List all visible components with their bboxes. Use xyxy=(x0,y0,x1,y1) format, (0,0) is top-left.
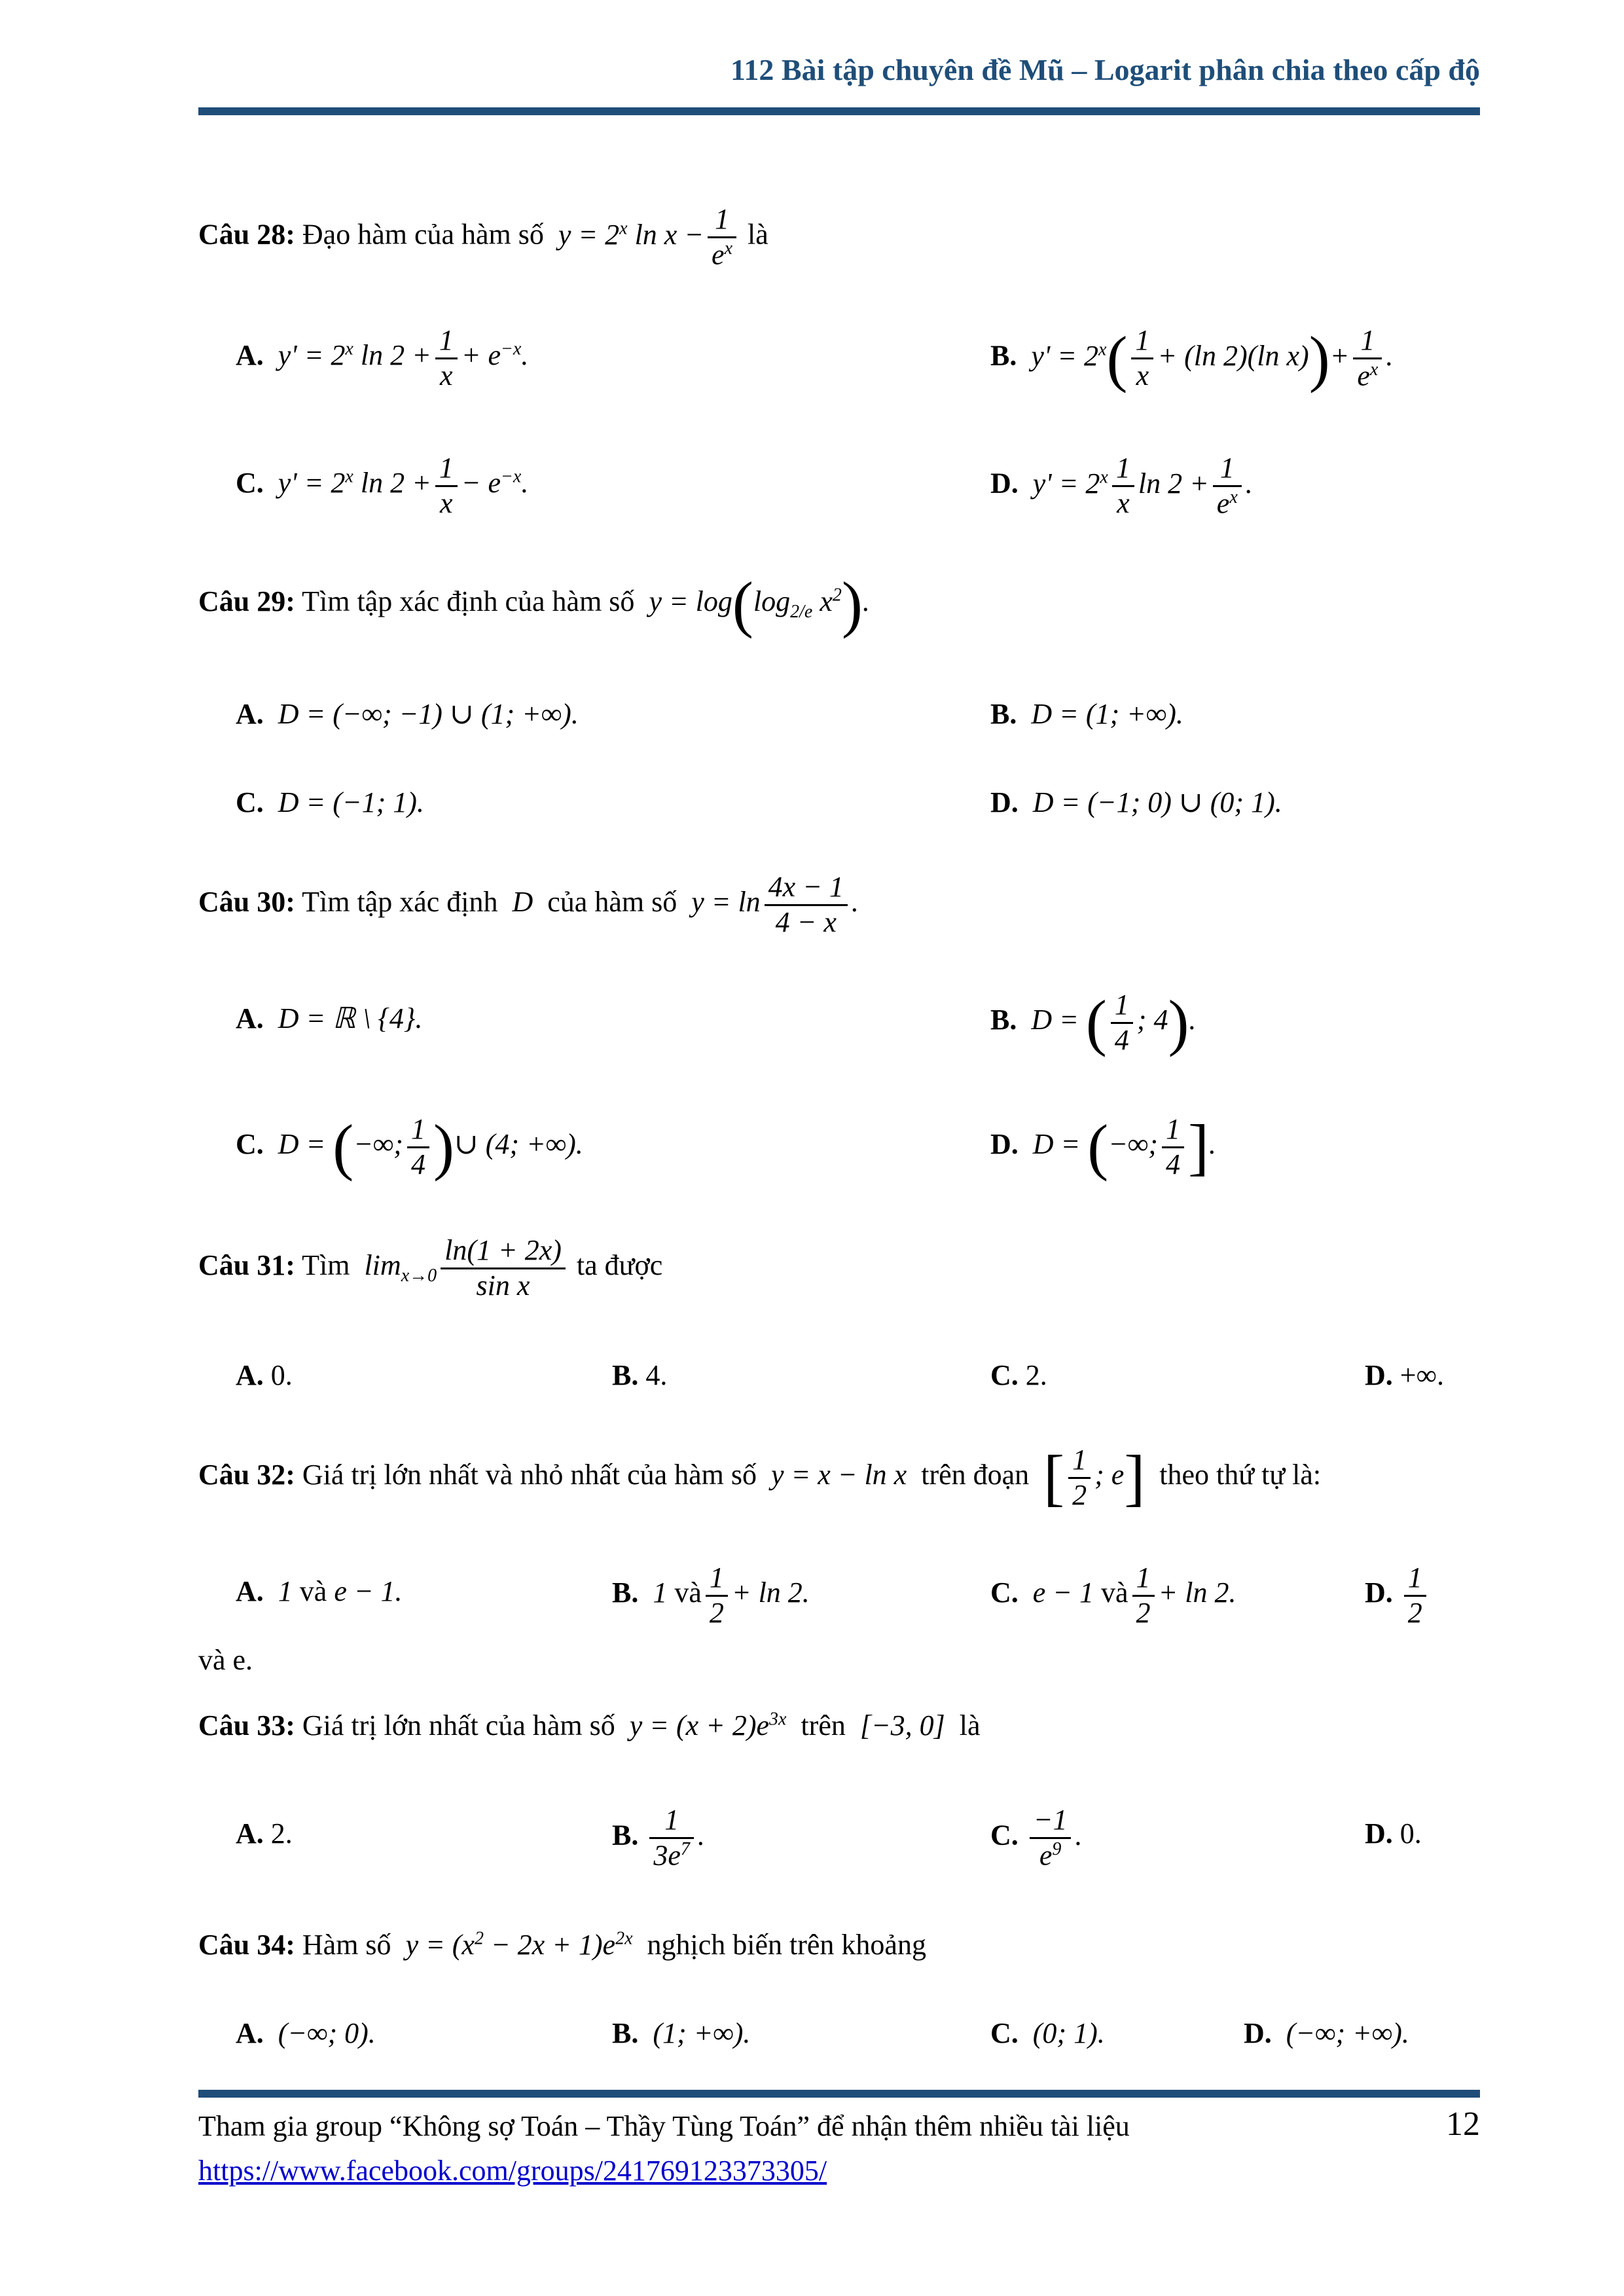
question-28 xyxy=(198,203,768,272)
option-b[interactable]: B. $\frac{1}{3e^7}$ . xyxy=(612,1804,705,1872)
option-b[interactable]: B. D = (1; +∞). xyxy=(990,698,1183,730)
question-tail: nghịch biến trên khoảng xyxy=(647,1929,926,1961)
option-a[interactable]: A. 1 và e − 1. xyxy=(236,1575,403,1607)
option-label: C. xyxy=(990,1819,1019,1851)
option-label: B. xyxy=(990,1004,1017,1036)
option-label: D. xyxy=(990,786,1019,818)
option-a[interactable]: A. (−∞; 0). xyxy=(236,2017,376,2049)
question-label: Câu 33: xyxy=(198,1709,295,1741)
option-d[interactable]: D. D = (−∞; $\frac{1}{4}$ ]. xyxy=(990,1112,1216,1182)
header-rule xyxy=(198,107,1480,115)
formula: y = ln $\frac{4x - 1}{4 - x}$ . xyxy=(684,871,859,938)
question-label: Câu 34: xyxy=(198,1929,295,1961)
option-d[interactable]: D. (−∞; +∞). xyxy=(1244,2017,1409,2049)
question-text-2: trên đoạn xyxy=(921,1459,1030,1491)
option-label: A. xyxy=(236,1359,264,1391)
option-label: A. xyxy=(236,2017,264,2049)
option-label: D. xyxy=(990,467,1019,500)
option-label: C. xyxy=(990,1359,1019,1391)
option-label: C. xyxy=(236,467,264,500)
option-c[interactable]: C. e − 1 và $\frac{1}{2}$ + ln 2. xyxy=(990,1561,1236,1629)
question-text: Giá trị lớn nhất của hàm số xyxy=(302,1709,615,1741)
formula: $\lim_{x\to 0}$ $\frac{\ln(1 + 2x)}{\text{sin x}}$ xyxy=(357,1249,569,1281)
footer-text: Tham gia group “Không sợ Toán – Thầy Tùng Toán” để nhận thêm nhiều tài liệu xyxy=(198,2110,1130,2142)
question-text: Hàm số xyxy=(302,1929,391,1961)
option-c[interactable] xyxy=(990,1358,1047,1392)
option-d[interactable] xyxy=(1365,1358,1444,1392)
option-label: A. xyxy=(236,1002,264,1034)
option-c[interactable]: C. D = (−∞; $\frac{1}{4}$ )∪ (4; +∞). xyxy=(236,1112,583,1182)
option-c[interactable]: C. (0; 1). xyxy=(990,2017,1105,2049)
option-label: D. xyxy=(1365,1817,1393,1850)
option-value: 2. xyxy=(1025,1359,1047,1391)
option-c[interactable]: C. D = (−1; 1). xyxy=(236,786,424,818)
option-value: 2. xyxy=(270,1817,293,1850)
question-text-2: trên xyxy=(801,1709,846,1741)
option-label: B. xyxy=(612,2017,639,2049)
page-number: 12 xyxy=(1446,2105,1480,2143)
option-label: D. xyxy=(990,1128,1019,1161)
option-d[interactable]: D. $\frac{1}{2}$ xyxy=(1365,1561,1430,1630)
question-tail: là xyxy=(959,1709,981,1741)
question-30: Câu 30: Tìm tập xác định D của hàm số y = ln $\frac{4x - 1}{4 - x}$ . xyxy=(198,871,859,938)
page-header-title: 112 Bài tập chuyên đề Mũ – Logarit phân chia theo cấp độ xyxy=(730,53,1480,86)
question-text: Giá trị lớn nhất và nhỏ nhất của hàm số xyxy=(302,1459,757,1491)
option-label: C. xyxy=(236,786,264,818)
question-tail: theo thứ tự là: xyxy=(1159,1459,1322,1491)
option-d[interactable]: D. D = (−1; 0) ∪ (0; 1). xyxy=(990,786,1282,818)
option-b[interactable] xyxy=(612,1358,667,1392)
option-label: B. xyxy=(990,698,1017,730)
option-value: 4. xyxy=(645,1359,668,1391)
option-c[interactable]: C. $\frac{-1}{e^9}$ . xyxy=(990,1804,1083,1872)
option-label: D. xyxy=(1365,1359,1393,1391)
option-a[interactable] xyxy=(236,1817,293,1850)
question-29 xyxy=(198,569,870,639)
option-a[interactable]: A. D = (−∞; −1) ∪ (1; +∞). xyxy=(236,698,579,730)
question-tail: ta được xyxy=(576,1249,663,1282)
option-d[interactable]: D. $y' = 2^x$ $\frac{1}{x}$ ln 2 + $\frac{1}{e^x}$ . xyxy=(990,452,1253,520)
interval: [ $\frac{1}{2}$ ; e] xyxy=(1043,1442,1146,1513)
option-value: +∞. xyxy=(1399,1359,1444,1391)
question-text: Tìm xyxy=(302,1249,350,1282)
option-b[interactable]: B. D = ( $\frac{1}{4}$ ; 4). xyxy=(990,987,1197,1058)
question-32: Câu 32: Giá trị lớn nhất và nhỏ nhất của hàm số y = x − ln x trên đoạn [ $\frac{1}{2}$ ; e] theo thứ tự là: xyxy=(198,1442,1322,1513)
option-label: A. xyxy=(236,1817,264,1850)
question-text: Đạo hàm của hàm số xyxy=(302,218,544,251)
option-b[interactable]: B. $y' = 2^x$( $\frac{1}{x}$ + (ln 2)(ln x))+ $\frac{1}{e^x}$ . xyxy=(990,323,1394,393)
option-label: D. xyxy=(1244,2017,1272,2049)
formula: $y = \log(\log_{2/e}$ $x^2$). xyxy=(641,569,870,639)
question-label: Câu 30: xyxy=(198,886,295,919)
option-a[interactable]: A. D = ℝ \ {4}. xyxy=(236,1002,423,1034)
question-31 xyxy=(198,1234,662,1302)
question-label: Câu 32: xyxy=(198,1459,295,1491)
option-value: 0. xyxy=(270,1359,293,1391)
option-label: A. xyxy=(236,1575,264,1607)
option-b[interactable]: B. (1; +∞). xyxy=(612,2017,751,2049)
formula: $y = (x + 2)e^{3x}$ xyxy=(622,1709,787,1741)
option-c[interactable]: C. $y' = 2^x$ ln 2 + $\frac{1}{x}$ − $e^{-x}$. xyxy=(236,452,529,519)
option-d[interactable] xyxy=(1365,1817,1422,1850)
option-label: B. xyxy=(990,339,1017,372)
question-label: Câu 28: xyxy=(198,218,295,251)
option-label: C. xyxy=(990,1576,1019,1609)
option-a[interactable] xyxy=(236,1358,293,1392)
question-tail: là xyxy=(748,218,768,251)
footer-link[interactable]: https://www.facebook.com/groups/241769123373305/ xyxy=(198,2155,827,2187)
option-label: A. xyxy=(236,698,264,730)
option-value: 0. xyxy=(1399,1817,1422,1850)
option-label: C. xyxy=(236,1128,264,1161)
question-text-2: của hàm số xyxy=(547,886,677,919)
option-label: D. xyxy=(1365,1576,1393,1609)
formula: $y = (x^2 - 2x + 1)e^{2x}$ xyxy=(398,1928,633,1961)
question-33: Câu 33: Giá trị lớn nhất của hàm số $y = (x + 2)e^{3x}$ trên [−3, 0] là xyxy=(198,1709,981,1741)
footer-rule xyxy=(198,2090,1480,2098)
question-label: Câu 31: xyxy=(198,1249,295,1282)
question-text: Tìm tập xác định của hàm số xyxy=(302,585,635,618)
option-label: B. xyxy=(612,1819,639,1851)
question-text: Tìm tập xác định xyxy=(302,886,498,919)
option-label: C. xyxy=(990,2017,1019,2049)
question-34 xyxy=(198,1928,926,1961)
question-32-continuation: và e. xyxy=(198,1644,253,1676)
question-label: Câu 29: xyxy=(198,585,295,618)
option-label: B. xyxy=(612,1359,639,1391)
formula: $y = 2^x$ ln x − $\frac{1}{e^x}$ xyxy=(551,219,740,251)
option-label: B. xyxy=(612,1576,639,1609)
option-a[interactable]: A. $y' = 2^x$ ln 2 + $\frac{1}{x}$ + $e^{-x}$. xyxy=(236,324,529,392)
option-b[interactable]: B. 1 và $\frac{1}{2}$ + ln 2. xyxy=(612,1561,810,1629)
option-label: A. xyxy=(236,339,264,372)
